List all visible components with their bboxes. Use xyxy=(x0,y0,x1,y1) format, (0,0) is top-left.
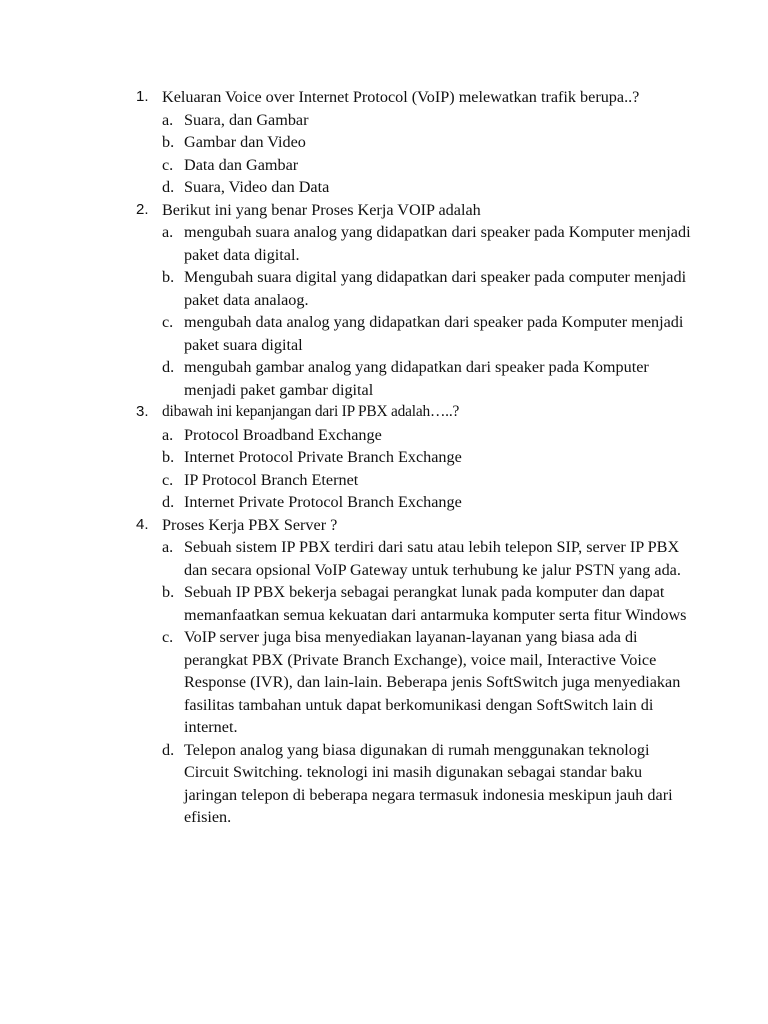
option-d xyxy=(162,176,696,199)
option-text: Sebuah IP PBX bekerja sebagai perangkat lunak pada komputer dan dapat memanfaatkan semua kekuatan dari antarmuka komputer serta fitur Windows xyxy=(184,583,687,624)
question-2 xyxy=(136,199,696,402)
option-letter: c. xyxy=(162,155,174,174)
option-text: Suara, Video dan Data xyxy=(184,178,330,196)
question-text: Proses Kerja PBX Server ? xyxy=(162,515,338,534)
option-letter: b. xyxy=(162,448,175,466)
question-3 xyxy=(136,401,696,514)
option-b xyxy=(162,581,696,626)
option-a xyxy=(162,221,696,266)
option-text: Telepon analog yang biasa digunakan di rumah menggunakan teknologi Circuit Switching. teknologi ini masih digunakan sebagai standar baku jaringan telepon di beberapa negara termasuk indonesia meskipun jauh dari efisien. xyxy=(184,740,673,826)
question-row xyxy=(136,401,696,424)
option-text: IP Protocol Branch Eternet xyxy=(184,470,359,489)
option-letter: c. xyxy=(162,470,174,489)
option-b xyxy=(162,266,696,311)
question-text: dibawah ini kepanjangan dari IP PBX adalah…..? xyxy=(162,403,460,420)
option-letter: b. xyxy=(162,268,175,286)
question-row xyxy=(136,199,696,222)
question-row xyxy=(136,86,696,109)
option-letter: d. xyxy=(162,358,175,376)
option-b xyxy=(162,131,696,154)
option-text: Gambar dan Video xyxy=(184,133,306,151)
question-number: 4. xyxy=(136,515,149,533)
question-text: Keluaran Voice over Internet Protocol (VoIP) melewatkan trafik berupa..? xyxy=(162,88,640,106)
question-number: 3. xyxy=(136,403,149,420)
option-letter: b. xyxy=(162,133,175,151)
question-number: 2. xyxy=(136,200,149,218)
option-c xyxy=(162,469,696,492)
option-list xyxy=(162,109,696,199)
option-list xyxy=(162,424,696,514)
option-d xyxy=(162,491,696,514)
option-text: Internet Private Protocol Branch Exchange xyxy=(184,493,462,511)
option-a xyxy=(162,536,696,581)
option-a xyxy=(162,424,696,447)
option-c xyxy=(162,626,696,739)
option-c xyxy=(162,154,696,177)
question-row xyxy=(136,514,696,537)
option-text: Mengubah suara digital yang didapatkan dari speaker pada computer menjadi paket data analaog. xyxy=(184,268,687,309)
option-list xyxy=(162,221,696,401)
option-b xyxy=(162,446,696,469)
option-letter: a. xyxy=(162,425,174,444)
option-text: Sebuah sistem IP PBX terdiri dari satu atau lebih telepon SIP, server IP PBX dan secara opsional VoIP Gateway untuk terhubung ke jalur PSTN yang ada. xyxy=(184,538,681,579)
option-letter: d. xyxy=(162,740,175,759)
option-text: mengubah suara analog yang didapatkan dari speaker pada Komputer menjadi paket data digital. xyxy=(184,223,691,264)
option-text: mengubah gambar analog yang didapatkan dari speaker pada Komputer menjadi paket gambar digital xyxy=(184,358,649,399)
option-text: Data dan Gambar xyxy=(184,155,299,174)
quiz-list xyxy=(136,86,696,829)
question-4 xyxy=(136,514,696,829)
option-letter: d. xyxy=(162,493,175,511)
option-letter: a. xyxy=(162,223,174,241)
option-letter: c. xyxy=(162,628,174,646)
option-letter: d. xyxy=(162,178,175,196)
question-1 xyxy=(136,86,696,199)
option-text: Suara, dan Gambar xyxy=(184,110,309,129)
option-d xyxy=(162,739,696,829)
option-text: mengubah data analog yang didapatkan dari speaker pada Komputer menjadi paket suara digital xyxy=(184,313,684,354)
option-a xyxy=(162,109,696,132)
option-d xyxy=(162,356,696,401)
option-text: Protocol Broadband Exchange xyxy=(184,425,382,444)
question-number: 1. xyxy=(136,88,149,105)
option-letter: a. xyxy=(162,110,174,129)
option-letter: b. xyxy=(162,583,175,601)
option-text: Internet Protocol Private Branch Exchange xyxy=(184,448,462,466)
option-letter: c. xyxy=(162,313,174,331)
option-list xyxy=(162,536,696,829)
question-text: Berikut ini yang benar Proses Kerja VOIP adalah xyxy=(162,200,481,219)
option-c xyxy=(162,311,696,356)
option-text: VoIP server juga bisa menyediakan layanan-layanan yang biasa ada di perangkat PBX (Private Branch Exchange), voice mail, Interactive Voice Response (IVR), dan lain-lain. Beberapa jenis SoftSwitch juga menyediakan fasilitas tambahan untuk dapat berkomunikasi dengan SoftSwitch lain di internet. xyxy=(184,628,681,736)
option-letter: a. xyxy=(162,538,174,556)
